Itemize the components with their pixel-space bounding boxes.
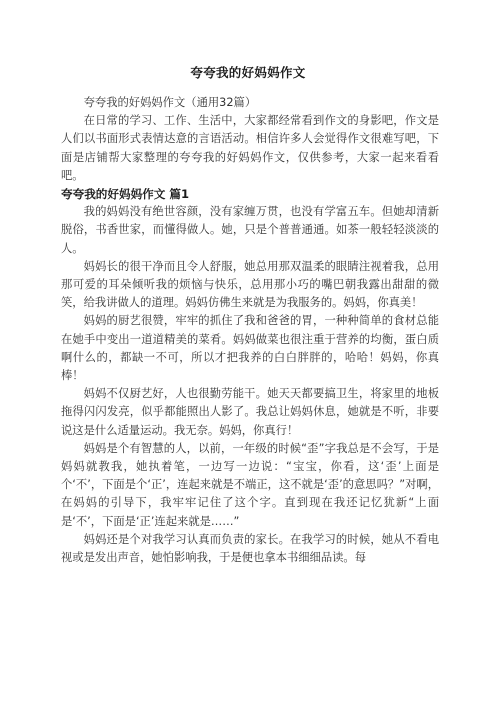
intro-paragraph: 夸夸我的好妈妈作文（通用32篇） xyxy=(83,96,257,109)
body-paragraph: 妈妈还是个对我学习认真而负责的家长。在我学习的时候，她从不看电视或是发出声音，她怕影响我，于是便也拿本书细细品读。每 xyxy=(61,532,439,565)
body-paragraph: 妈妈不仅厨艺好，人也很勤劳能干。她天天都要搞卫生，将家里的地板拖得闪闪发亮，似乎都能照出人影了。我总让妈妈休息，她就是不听，非要说这是什么适量运动。我无奈。妈妈，你真行！ xyxy=(61,387,439,437)
intro-paragraph: 在日常的学习、工作、生活中，大家都经常看到作文的身影吧，作文是人们以书面形式表情达意的言语活动。相信许多人会觉得作文很难写吧，下面是店铺帮大家整理的夸夸我的好妈妈作文，仅供参考，大家一起来看看吧。 xyxy=(61,114,439,182)
page-title: 夸夸我的好妈妈作文 xyxy=(190,65,306,80)
body-paragraph: 我的妈妈没有绝世容颜，没有家缠万贯，也没有学富五车。但她却清新脱俗，书香世家，而懂得做人。她，只是个普普通通。如茶一般轻轻淡淡的人。 xyxy=(61,205,439,255)
article-body xyxy=(61,94,439,567)
section-heading: 夸夸我的好妈妈作文 篇1 xyxy=(61,187,190,202)
body-paragraph: 妈妈长的很干净而且令人舒服，她总用那双温柔的眼睛注视着我，总用那可爱的耳朵倾听我的烦恼与快乐，总用那小巧的嘴巴朝我露出甜甜的微笑，给我讲做人的道理。妈妈仿佛生来就是为我服务的。妈妈，你真美！ xyxy=(61,259,439,310)
body-paragraph: 妈妈的厨艺很赞，牢牢的抓住了我和爸爸的胃，一种种简单的食材总能在她手中变出一道道精美的菜肴。妈妈做菜也很注重于营养的均衡，蛋白质啊什么的，都缺一不可，所以才把我养的白白胖胖的，哈哈！妈妈，你真棒！ xyxy=(61,314,439,383)
body-paragraph: 妈妈是个有智慧的人，以前，一年级的时候“歪”字我总是不会写，于是妈妈就教我，她执着笔，一边写一边说：“宝宝，你看，这‘歪’上面是个‘不’，下面是个‘正’，连起来就是不端正，这不就是‘歪’的意思吗？”对啊，在妈妈的引导下，我牢牢记住了这个字。直到现在我还记忆犹新“上面是‘不’，下面是‘正’连起来就是……” xyxy=(61,441,439,528)
